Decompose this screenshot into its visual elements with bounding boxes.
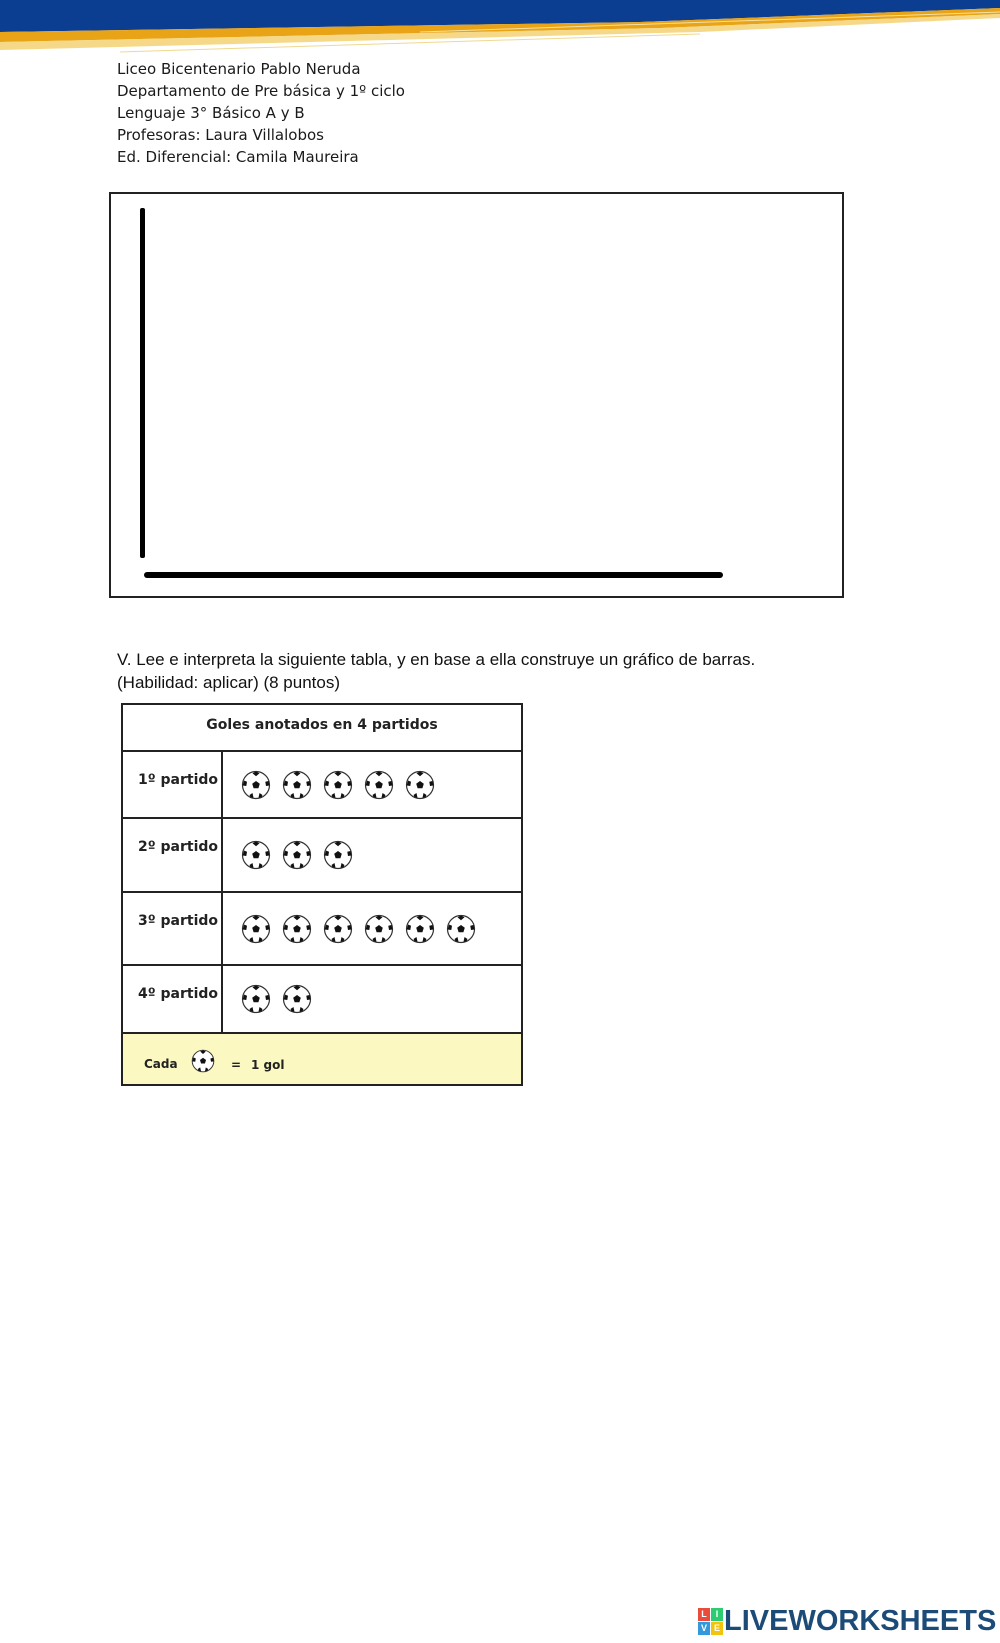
soccer-ball-icon bbox=[323, 914, 353, 944]
department: Departamento de Pre básica y 1º ciclo bbox=[117, 82, 405, 100]
activity-instruction bbox=[117, 648, 755, 694]
row-label: 2º partido bbox=[123, 819, 223, 891]
logo-letter: V bbox=[698, 1622, 710, 1635]
soccer-ball-icon bbox=[405, 770, 435, 800]
soccer-ball-icon bbox=[282, 914, 312, 944]
teachers: Profesoras: Laura Villalobos bbox=[117, 126, 324, 144]
pictogram-legend bbox=[123, 1034, 521, 1084]
table-row bbox=[123, 752, 521, 819]
goal-icons bbox=[241, 752, 435, 817]
legend-value: 1 gol bbox=[251, 1058, 285, 1072]
soccer-ball-icon bbox=[241, 840, 271, 870]
table-row bbox=[123, 893, 521, 966]
soccer-ball-icon bbox=[364, 914, 394, 944]
liveworksheets-icon bbox=[698, 1608, 722, 1635]
subject-grade: Lenguaje 3° Básico A y B bbox=[117, 104, 305, 122]
soccer-ball-icon bbox=[323, 840, 353, 870]
soccer-ball-icon bbox=[191, 1049, 215, 1073]
row-label: 3º partido bbox=[123, 893, 223, 964]
goal-icons bbox=[241, 966, 312, 1032]
liveworksheets-logo bbox=[698, 1605, 996, 1638]
pictogram-title: Goles anotados en 4 partidos bbox=[123, 705, 521, 752]
table-row bbox=[123, 966, 521, 1034]
soccer-ball-icon bbox=[282, 984, 312, 1014]
row-label: 4º partido bbox=[123, 966, 223, 1032]
liveworksheets-wordmark: LIVEWORKSHEETS bbox=[724, 1605, 997, 1637]
goal-icons bbox=[241, 893, 476, 964]
bar-graph-answer-area[interactable] bbox=[109, 192, 844, 598]
instruction-line-2: (Habilidad: aplicar) (8 puntos) bbox=[117, 673, 340, 692]
special-ed-teacher: Ed. Diferencial: Camila Maureira bbox=[117, 148, 359, 166]
graph-y-axis bbox=[140, 208, 145, 558]
soccer-ball-icon bbox=[282, 840, 312, 870]
soccer-ball-icon bbox=[364, 770, 394, 800]
logo-letter: I bbox=[711, 1608, 723, 1621]
soccer-ball-icon bbox=[323, 770, 353, 800]
soccer-ball-icon bbox=[446, 914, 476, 944]
logo-letter: E bbox=[711, 1622, 723, 1635]
goal-icons bbox=[241, 819, 353, 891]
school-header bbox=[117, 58, 405, 168]
graph-x-axis bbox=[144, 572, 723, 578]
instruction-line-1: V. Lee e interpreta la siguiente tabla, y en base a ella construye un gráfico de barras. bbox=[117, 650, 756, 669]
top-banner bbox=[0, 0, 1000, 60]
legend-cada-label: Cada bbox=[144, 1057, 178, 1071]
pictogram-table bbox=[121, 703, 523, 1086]
row-label: 1º partido bbox=[123, 752, 223, 817]
soccer-ball-icon bbox=[405, 914, 435, 944]
soccer-ball-icon bbox=[241, 914, 271, 944]
soccer-ball-icon bbox=[282, 770, 312, 800]
legend-equals: = bbox=[231, 1058, 242, 1072]
soccer-ball-icon bbox=[241, 770, 271, 800]
table-row bbox=[123, 819, 521, 893]
logo-letter: L bbox=[698, 1608, 710, 1621]
school-name: Liceo Bicentenario Pablo Neruda bbox=[117, 60, 361, 78]
soccer-ball-icon bbox=[241, 984, 271, 1014]
